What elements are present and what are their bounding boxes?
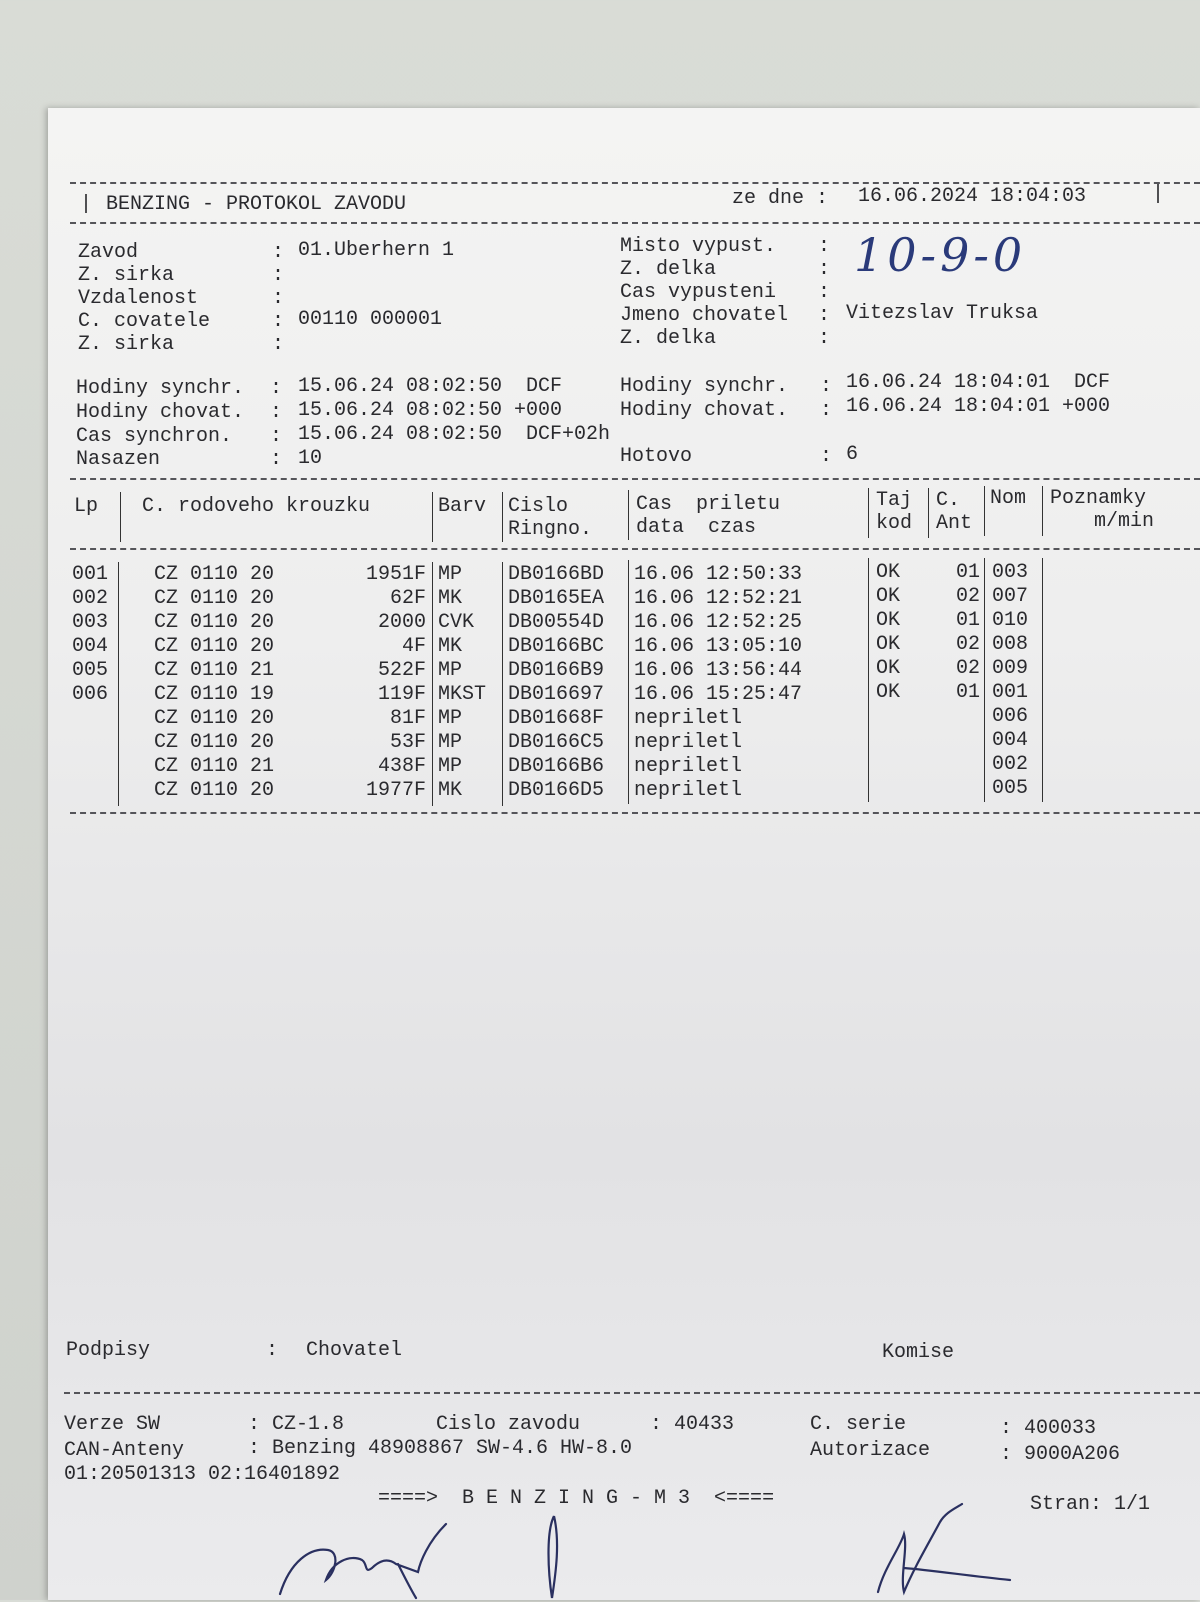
cell-ant: 01	[955, 561, 980, 584]
breeder-signature-label: Chovatel	[306, 1339, 403, 1362]
cell-number: 81F	[389, 707, 426, 730]
sync-label: Hodiny synchr.	[76, 377, 245, 400]
cell-lp: 006	[72, 683, 109, 706]
cell-nom: 001	[992, 681, 1029, 704]
cell-number: 2000	[377, 611, 426, 634]
info-label: Z. delka	[620, 327, 717, 350]
sync-label: Hodiny chovat.	[76, 401, 245, 424]
cell-lp: 005	[72, 659, 109, 682]
col-ant: C.	[936, 489, 961, 512]
info-label: Jmeno chovatel	[620, 304, 789, 327]
signatures-label: Podpisy	[66, 1339, 151, 1362]
sync-label: Nasazen	[76, 448, 245, 471]
auth-label: Autorizace	[810, 1439, 931, 1462]
cell-ant: 02	[955, 633, 980, 656]
sw-label: Verze SW	[64, 1413, 161, 1436]
sync-value: 15.06.24 08:02:50 DCF	[298, 375, 563, 398]
commission-signature	[870, 1498, 1020, 1598]
col-time-2: data czas	[636, 516, 757, 539]
cell-ring: CZ 0110 20	[154, 707, 275, 730]
cell-time: nepriletl	[634, 779, 743, 802]
breeder-name: Vitezslav Truksa	[846, 302, 1039, 325]
cell-chip: DB00554D	[508, 611, 605, 634]
cell-color: MP	[438, 563, 463, 586]
info-value: 00110 000001	[298, 308, 443, 331]
serie-label: C. serie	[810, 1413, 907, 1436]
col-ant-2: Ant	[936, 512, 973, 535]
divider	[70, 222, 1200, 224]
cell-number: 62F	[389, 587, 426, 610]
signature-mark	[538, 1512, 568, 1602]
cell-ant: 02	[955, 657, 980, 680]
cell-chip: DB0166D5	[508, 779, 605, 802]
cell-ant: 01	[955, 609, 980, 632]
header-left-bar: |	[80, 193, 93, 216]
cell-number: 53F	[389, 731, 426, 754]
cell-ring: CZ 0110 20	[154, 731, 275, 754]
antenna-ids: 01:20501313 02:16401892	[64, 1463, 341, 1486]
info-label: Vzdalenost	[78, 287, 199, 310]
cell-ring: CZ 0110 20	[154, 611, 275, 634]
cell-chip: DB0166B9	[508, 659, 605, 682]
sync-value: 16.06.24 18:04:01 +000	[846, 395, 1111, 418]
cell-ring: CZ 0110 20	[154, 587, 275, 610]
sync-value: 16.06.24 18:04:01 DCF	[846, 371, 1111, 394]
info-label: Z. delka	[620, 258, 717, 281]
commission-signature-label: Komise	[882, 1341, 955, 1364]
info-label: Zavod	[78, 241, 139, 264]
cell-taj: OK	[876, 609, 901, 632]
sync-label: Hodiny synchr.	[620, 375, 789, 398]
col-ring: C. rodoveho krouzku	[142, 495, 371, 518]
sync-value: 10	[298, 447, 323, 470]
cell-number: 4F	[401, 635, 426, 658]
cell-color: MP	[438, 659, 463, 682]
signatures-sep: :	[266, 1339, 279, 1362]
cell-nom: 003	[992, 561, 1029, 584]
cell-color: MP	[438, 707, 463, 730]
breeder-signature	[270, 1502, 450, 1600]
col-note: Poznamky	[1050, 487, 1147, 510]
cell-nom: 010	[992, 609, 1029, 632]
cell-lp: 004	[72, 635, 109, 658]
cell-lp: 003	[72, 611, 109, 634]
divider	[70, 182, 1200, 184]
sw-value: : CZ-1.8	[248, 1413, 345, 1436]
cell-time: 16.06 13:05:10	[634, 635, 803, 658]
cell-nom: 004	[992, 729, 1029, 752]
col-chip-2: Ringno.	[508, 518, 593, 541]
col-time: Cas priletu	[636, 493, 781, 516]
race-label: Cislo zavodu	[436, 1413, 581, 1436]
cell-number: 1951F	[365, 563, 426, 586]
cell-chip: DB0165EA	[508, 587, 605, 610]
cell-lp: 002	[72, 587, 109, 610]
col-chip: Cislo	[508, 495, 569, 518]
cell-taj: OK	[876, 585, 901, 608]
cell-number: 1977F	[365, 779, 426, 802]
date-value: 16.06.2024 18:04:03	[858, 185, 1087, 208]
col-note-2: m/min	[1094, 510, 1155, 533]
cell-chip: DB0166BC	[508, 635, 605, 658]
handwritten-note: 10-9-0	[854, 228, 1027, 282]
cell-taj: OK	[876, 633, 901, 656]
cell-time: 16.06 12:52:25	[634, 611, 803, 634]
cell-time: nepriletl	[634, 707, 743, 730]
cell-ring: CZ 0110 21	[154, 659, 275, 682]
divider	[70, 548, 1200, 550]
protocol-title: BENZING - PROTOKOL ZAVODU	[106, 193, 407, 216]
info-label: C. covatele	[78, 310, 211, 333]
cell-color: MP	[438, 731, 463, 754]
info-label: Z. sirka	[78, 264, 175, 287]
sync-value: 15.06.24 08:02:50 +000	[298, 399, 563, 422]
cell-chip: DB016697	[508, 683, 605, 706]
cell-time: nepriletl	[634, 731, 743, 754]
cell-chip: DB0166BD	[508, 563, 605, 586]
cell-ring: CZ 0110 20	[154, 779, 275, 802]
divider	[64, 1392, 1200, 1394]
cell-ant: 02	[955, 585, 980, 608]
auth-value: : 9000A206	[1000, 1443, 1121, 1466]
cell-color: MK	[438, 635, 463, 658]
cell-nom: 007	[992, 585, 1029, 608]
header-right-bar: |	[1152, 183, 1165, 206]
race-value: : 40433	[650, 1413, 735, 1436]
divider	[70, 478, 1200, 480]
col-lp: Lp	[74, 495, 99, 518]
cell-ring: CZ 0110 21	[154, 755, 275, 778]
cell-lp: 001	[72, 563, 109, 586]
cell-number: 438F	[377, 755, 426, 778]
cell-color: MK	[438, 779, 463, 802]
sync-label: Hotovo	[620, 445, 789, 468]
cell-number: 522F	[377, 659, 426, 682]
cell-color: CVK	[438, 611, 475, 634]
cell-ant: 01	[955, 681, 980, 704]
cell-taj: OK	[876, 561, 901, 584]
serie-value: : 400033	[1000, 1417, 1097, 1440]
can-value: : Benzing 48908867 SW-4.6 HW-8.0	[248, 1437, 633, 1460]
date-label: ze dne :	[732, 187, 829, 210]
col-color: Barv	[438, 495, 487, 518]
cell-color: MKST	[438, 683, 487, 706]
cell-time: 16.06 13:56:44	[634, 659, 803, 682]
cell-taj: OK	[876, 681, 901, 704]
cell-nom: 002	[992, 753, 1029, 776]
can-label: CAN-Anteny	[64, 1439, 185, 1462]
col-nom: Nom	[990, 487, 1027, 510]
cell-taj: OK	[876, 657, 901, 680]
divider	[70, 812, 1200, 814]
benzing-banner: ====> B E N Z I N G - M 3 <====	[378, 1487, 775, 1510]
sync-value: 15.06.24 08:02:50 DCF+02h	[298, 423, 611, 446]
cell-time: 16.06 12:52:21	[634, 587, 803, 610]
info-label: Misto vypust.	[620, 235, 777, 258]
col-taj-2: kod	[876, 512, 913, 535]
cell-nom: 005	[992, 777, 1029, 800]
protocol-sheet: | BENZING - PROTOKOL ZAVODU ze dne : 16.06.2024 18:04:03 | Zavod : 01.Uberhern 1 Z. sirka : Vzdalenost : C. covatele : 00110 000001 Z. sirka : Misto vypust. : Z. delka : Cas vypusteni : Jmeno chovatel : Vitezslav Truksa Z. delka : 10-9-0 Hodiny synchr. : 15.06.24 08:02:50 DCF Hodiny chovat. : 15.06.24 08:02:50 +000 Cas synchron. : 15.06.24 08:02:50 DCF+02h Nasazen : 10 Hodiny synchr. : 16.06.24 18:04:01 DCF Hodiny chovat. : 16.06.24 18:04:01 +000 Hotovo : 6 Lp C. rodoveho krouzku Barv Cislo Ringno. Cas priletu data czas Taj kod C. Ant Nom Poznamky m/min 001 CZ 0110 20 1951F MP DB0166BD 16.06 12:50:33 OK 01 003 002 CZ 0110 20 62F MK DB0165EA 16.06 12:52:21 OK 02 007 003 CZ 0110 20 2000 CVK DB00554D 16.06 12:52:25 OK 01 010 004 CZ 0110 20 4F MK DB0166BC 16.06 13:05:10 OK 02 008 005 CZ 0110 21 522F MP DB0166B9 16.06 13:56:44 OK 02 009 006 CZ 0110 19 119F MKST DB016697 16.06 15:25:47 OK 01 001 CZ 0110 20 81F MP DB01668F nepriletl 006 CZ 0110 20 53F MP DB0166C5 nepriletl 004 CZ 0110 21 438F MP DB0166B6 nepriletl 002 CZ 0110 20 1977F MK DB0166D5 nepriletl 005 Podpisy : Chovatel Komise Verze SW : CZ-1.8 Cislo zavodu : 40433 C. serie : 400033 CAN-Anteny : Benzing 48908867 SW-4.6 HW-8.0 Autorizace : 9000A206 01:20501313 02:16401892 ====> B E N Z I N G - M 3 <==== Stran: 1/1	[48, 108, 1200, 1600]
info-label: Cas vypusteni	[620, 281, 777, 304]
cell-nom: 009	[992, 657, 1029, 680]
cell-chip: DB0166C5	[508, 731, 605, 754]
cell-ring: CZ 0110 19	[154, 683, 275, 706]
page-number: Stran: 1/1	[1030, 1493, 1151, 1516]
cell-time: 16.06 15:25:47	[634, 683, 803, 706]
cell-color: MP	[438, 755, 463, 778]
sync-label: Hodiny chovat.	[620, 399, 789, 422]
cell-chip: DB01668F	[508, 707, 605, 730]
cell-time: 16.06 12:50:33	[634, 563, 803, 586]
cell-nom: 006	[992, 705, 1029, 728]
cell-chip: DB0166B6	[508, 755, 605, 778]
info-label: Z. sirka	[78, 333, 175, 356]
info-value: 01.Uberhern 1	[298, 239, 455, 262]
cell-time: nepriletl	[634, 755, 743, 778]
col-taj: Taj	[876, 489, 913, 512]
cell-number: 119F	[377, 683, 426, 706]
cell-nom: 008	[992, 633, 1029, 656]
sync-label: Cas synchron.	[76, 425, 245, 448]
cell-ring: CZ 0110 20	[154, 635, 275, 658]
cell-ring: CZ 0110 20	[154, 563, 275, 586]
sync-value: 6	[846, 443, 859, 466]
cell-color: MK	[438, 587, 463, 610]
